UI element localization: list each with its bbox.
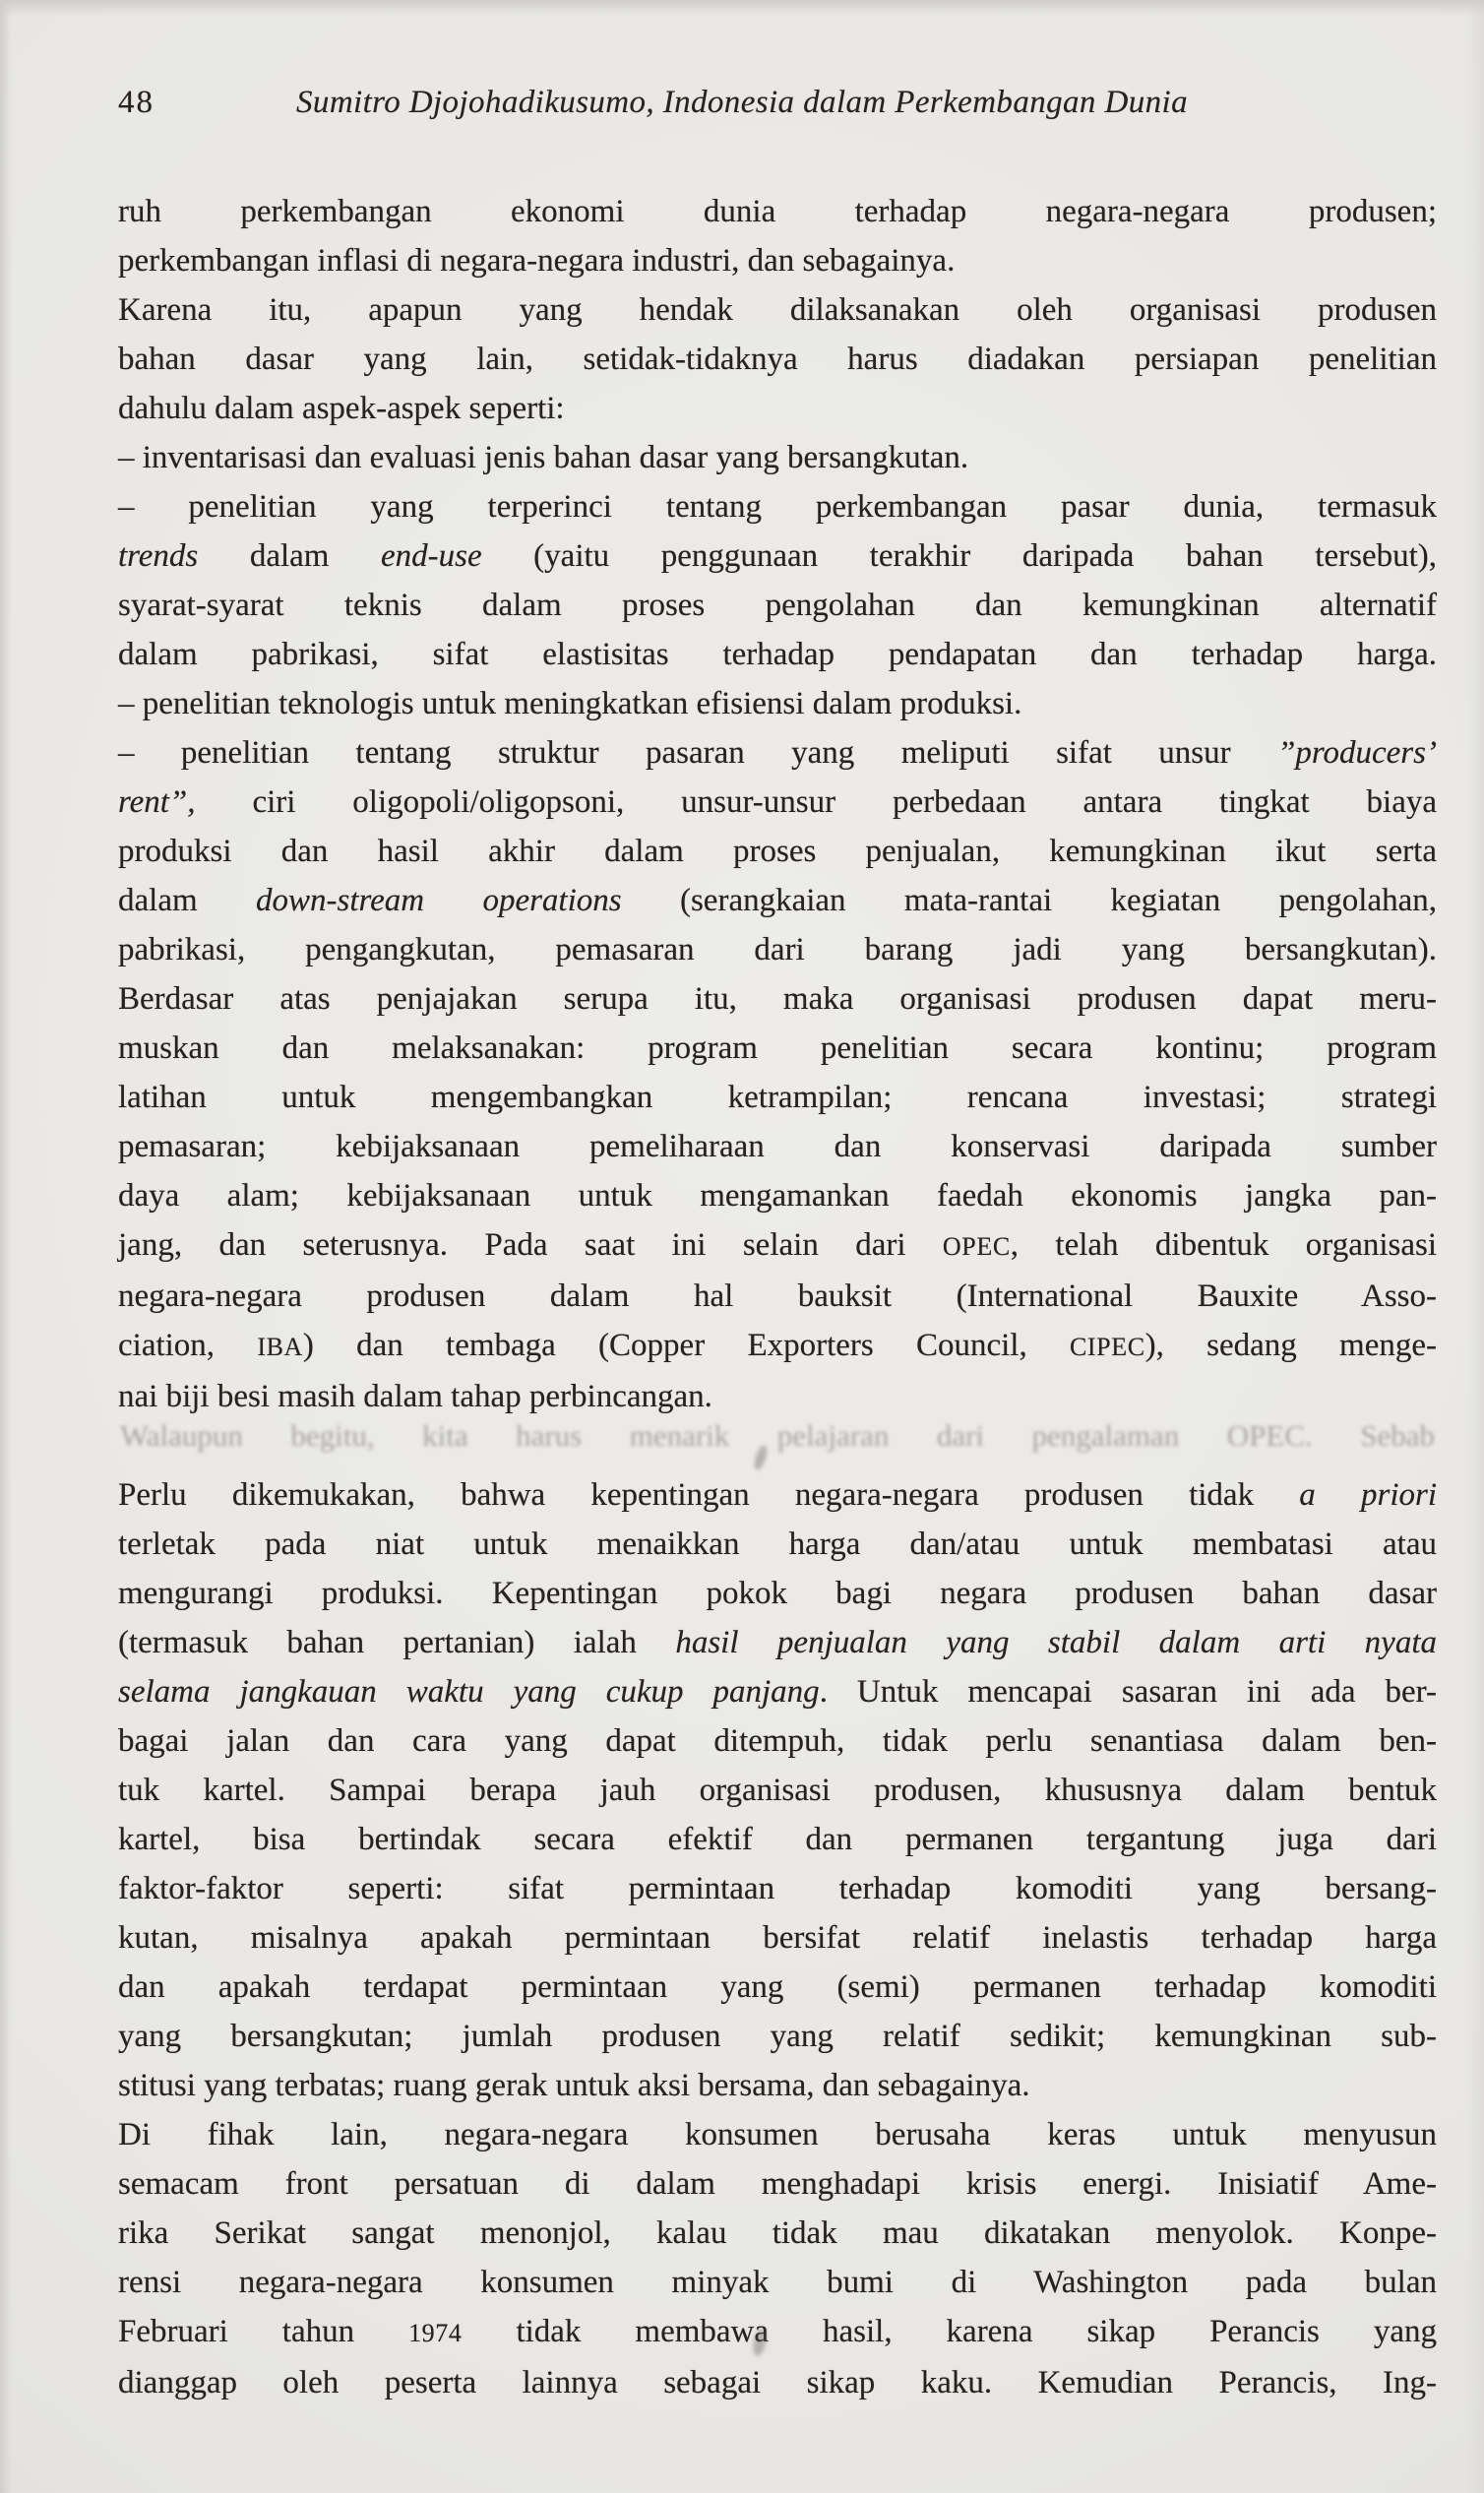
- text-line: [118, 1372, 1437, 1421]
- text-segment: – penelitian yang terperinci tentang perkembangan pasar dunia, termasuk: [118, 489, 1437, 525]
- text-segment: terletak pada niat untuk menaikkan harga dan/atau untuk membatasi atau: [118, 1527, 1437, 1562]
- smallcaps-text: IBA: [257, 1333, 303, 1361]
- text-line: [118, 1470, 1437, 1520]
- text-segment: dianggap oleh peserta lainnya sebagai sikap kaku. Kemudian Perancis, Ing-: [118, 2365, 1437, 2400]
- text-line: [118, 1520, 1437, 1569]
- text-segment: pabrikasi, pengangkutan, pemasaran dari barang jadi yang bersangkutan).: [118, 932, 1437, 967]
- italic-text: rent”,: [118, 784, 196, 820]
- text-segment: tuk kartel. Sampai berapa jauh organisasi produsen, khususnya dalam bentuk: [118, 1773, 1437, 1808]
- text-segment: ), sedang menge-: [1144, 1328, 1437, 1363]
- text-line: [118, 482, 1437, 531]
- text-line: [118, 1220, 1437, 1272]
- text-line: [118, 2012, 1437, 2061]
- text-segment: dalam: [198, 538, 381, 574]
- text-segment: bagai jalan dan cara yang dapat ditempuh, tidak perlu senantiasa dalam ben-: [118, 1723, 1437, 1759]
- text-line: [118, 1272, 1437, 1321]
- italic-text: hasil penjualan yang stabil dalam arti nyata: [675, 1625, 1438, 1660]
- text-line: [118, 335, 1437, 384]
- smallcaps-text: OPEC: [942, 1232, 1011, 1261]
- text-segment: dahulu dalam aspek-aspek seperti:: [118, 391, 565, 426]
- text-line: [118, 1122, 1437, 1171]
- text-line: [118, 384, 1437, 433]
- text-line: [118, 2061, 1437, 2110]
- text-line: [118, 1073, 1437, 1122]
- text-segment: syarat-syarat teknis dalam proses pengolahan dan kemungkinan alternatif: [118, 588, 1437, 623]
- text-segment: – penelitian tentang struktur pasaran yang meliputi sifat unsur: [118, 735, 1278, 771]
- italic-text: a priori: [1299, 1477, 1437, 1513]
- text-segment: latihan untuk mengembangkan ketrampilan; rencana investasi; strategi: [118, 1080, 1437, 1115]
- text-line: [118, 1024, 1437, 1073]
- text-line: [118, 1321, 1437, 1372]
- text-segment: faktor-faktor seperti: sifat permintaan terhadap komoditi yang bersang-: [118, 1871, 1437, 1906]
- text-segment: dalam pabrikasi, sifat elastisitas terhadap pendapatan dan terhadap harga.: [118, 637, 1437, 672]
- ghost-showthrough-text: Walaupun begitu, kita harus menarik pelajaran dari pengalaman OPEC. Sebab: [120, 1418, 1435, 1453]
- text-line: [118, 433, 1437, 482]
- text-segment: negara-negara produsen dalam hal bauksit (International Bauxite Asso-: [118, 1278, 1437, 1314]
- text-segment: rika Serikat sangat menonjol, kalau tidak mau dikatakan menyolok. Konpe-: [118, 2215, 1437, 2251]
- text-segment: kutan, misalnya apakah permintaan bersifat relatif inelastis terhadap harga: [118, 1920, 1437, 1956]
- text-line: [118, 1913, 1437, 1963]
- text-segment: . Untuk mencapai sasaran ini ada ber-: [819, 1674, 1437, 1710]
- text-line: [118, 2110, 1437, 2159]
- text-line: [118, 925, 1437, 974]
- text-line: [118, 285, 1437, 335]
- text-line: [118, 1569, 1437, 1618]
- text-line: [118, 827, 1437, 876]
- text-line: [118, 531, 1437, 581]
- text-line: [118, 187, 1437, 236]
- text-segment: tidak membawa hasil, karena sikap Perancis yang: [462, 2314, 1437, 2349]
- text-segment: perkembangan inflasi di negara-negara industri, dan sebagainya.: [118, 243, 956, 279]
- text-line: [118, 1171, 1437, 1220]
- text-line: [118, 1963, 1437, 2012]
- text-segment: Perlu dikemukakan, bahwa kepentingan negara-negara produsen tidak: [118, 1477, 1300, 1513]
- text-segment: rensi negara-negara konsumen minyak bumi di Washington pada bulan: [118, 2265, 1437, 2300]
- text-segment: produksi dan hasil akhir dalam proses penjualan, kemungkinan ikut serta: [118, 834, 1437, 869]
- text-line: [118, 1716, 1437, 1766]
- text-segment: bahan dasar yang lain, setidak-tidaknya harus diadakan persiapan penelitian: [118, 342, 1437, 377]
- text-segment: ciri oligopoli/oligopsoni, unsur-unsur perbedaan antara tingkat biaya: [195, 784, 1437, 820]
- text-segment: pemasaran; kebijaksanaan pemeliharaan dan konservasi daripada sumber: [118, 1129, 1437, 1164]
- text-segment: kartel, bisa bertindak secara efektif dan permanen tergantung juga dari: [118, 1822, 1437, 1857]
- text-line: [118, 1766, 1437, 1815]
- text-segment: (serangkaian mata-rantai kegiatan pengolahan,: [621, 883, 1437, 918]
- text-line: [118, 2307, 1437, 2358]
- text-line: [118, 679, 1437, 728]
- running-head: [0, 83, 1484, 122]
- text-line: [118, 876, 1437, 925]
- text-segment: muskan dan melaksanakan: program penelitian secara kontinu; program: [118, 1030, 1437, 1066]
- text-segment: Di fihak lain, negara-negara konsumen berusaha keras untuk menyusun: [118, 2117, 1437, 2152]
- text-line: [118, 778, 1437, 827]
- italic-text: trends: [118, 538, 199, 574]
- text-segment: nai biji besi masih dalam tahap perbincangan.: [118, 1379, 712, 1414]
- text-segment: dalam: [118, 883, 256, 918]
- text-line: [118, 1815, 1437, 1864]
- text-line: [118, 974, 1437, 1024]
- text-segment: dan apakah terdapat permintaan yang (semi) permanen terhadap komoditi: [118, 1969, 1437, 2005]
- text-segment: ciation,: [118, 1328, 258, 1363]
- text-line: [118, 1864, 1437, 1913]
- text-segment: Februari tahun: [118, 2314, 409, 2349]
- smallcaps-text: 1974: [408, 2319, 463, 2347]
- text-line: [118, 581, 1437, 630]
- text-line: [118, 1618, 1437, 1667]
- body-text: [118, 187, 1437, 2407]
- text-segment: – penelitian teknologis untuk meningkatkan efisiensi dalam produksi.: [118, 686, 1022, 721]
- text-segment: Berdasar atas penjajakan serupa itu, maka organisasi produsen dapat meru-: [118, 981, 1437, 1017]
- text-line: [118, 2209, 1437, 2258]
- text-segment: mengurangi produksi. Kepentingan pokok bagi negara produsen bahan dasar: [118, 1576, 1437, 1611]
- text-segment: (termasuk bahan pertanian) ialah: [118, 1625, 676, 1660]
- text-line: [118, 2258, 1437, 2307]
- text-line: [118, 630, 1437, 679]
- text-segment: , telah dibentuk organisasi: [1010, 1227, 1438, 1263]
- italic-text: down-stream operations: [255, 883, 622, 918]
- text-segment: daya alam; kebijaksanaan untuk mengamankan faedah ekonomis jangka pan-: [118, 1178, 1437, 1214]
- text-line: [118, 2358, 1437, 2407]
- text-segment: Karena itu, apapun yang hendak dilaksanakan oleh organisasi produsen: [118, 292, 1437, 328]
- page-number: 48: [118, 85, 155, 120]
- text-segment: jang, dan seterusnya. Pada saat ini selain dari: [118, 1227, 943, 1263]
- text-segment: (yaitu penggunaan terakhir daripada bahan tersebut),: [481, 538, 1437, 574]
- text-line: [118, 1667, 1437, 1716]
- italic-text: selama jangkauan waktu yang cukup panjang: [118, 1674, 820, 1710]
- text-segment: ruh perkembangan ekonomi dunia terhadap negara-negara produsen;: [118, 194, 1437, 229]
- italic-text: end-use: [381, 538, 482, 574]
- text-line: [118, 2159, 1437, 2209]
- text-segment: semacam front persatuan di dalam menghadapi krisis energi. Inisiatif Ame-: [118, 2166, 1437, 2202]
- smallcaps-text: CIPEC: [1069, 1333, 1145, 1361]
- text-segment: yang bersangkutan; jumlah produsen yang relatif sedikit; kemungkinan sub-: [118, 2019, 1437, 2054]
- text-line: [118, 728, 1437, 778]
- text-segment: – inventarisasi dan evaluasi jenis bahan dasar yang bersangkutan.: [118, 440, 969, 475]
- text-segment: ) dan tembaga (Copper Exporters Council,: [302, 1328, 1070, 1363]
- text-line: [118, 236, 1437, 285]
- text-segment: stitusi yang terbatas; ruang gerak untuk aksi bersama, dan sebagainya.: [118, 2068, 1030, 2103]
- italic-text: ”producers’: [1277, 735, 1437, 771]
- running-title: Sumitro Djojohadikusumo, Indonesia dalam Perkembangan Dunia: [296, 85, 1188, 120]
